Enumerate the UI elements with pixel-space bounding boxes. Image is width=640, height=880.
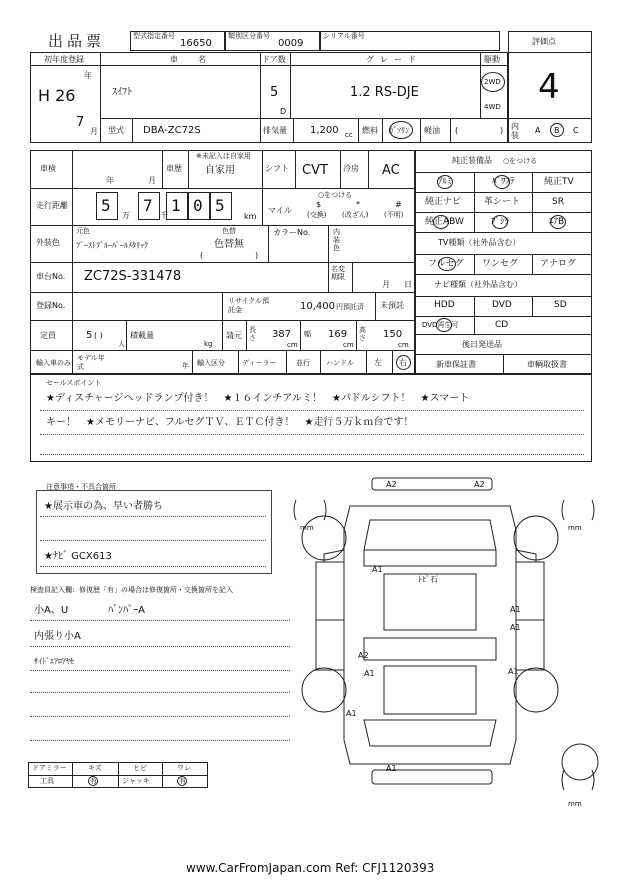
- legend-crack: ヒビ: [133, 764, 147, 772]
- mark-left-rear-wheel: A1: [364, 669, 375, 678]
- color-swap-label: 色替: [222, 227, 236, 235]
- doors-label: ドア数: [262, 55, 286, 64]
- legend-jack: ジャッキ: [122, 777, 150, 785]
- displacement-value: 1,200: [310, 125, 339, 136]
- notes-line1: ★展示車の為、早い者勝ち: [44, 501, 163, 512]
- mileage-label: 走行距離: [36, 201, 68, 210]
- interior-label: 内装: [511, 122, 519, 140]
- mileage-digit-1: 5: [101, 196, 111, 215]
- equipment-mark-note: ○をつける: [503, 157, 538, 165]
- recycle-label: リサイクル預託金: [228, 297, 270, 314]
- navi-title: ナビ種類（社外品含む）: [434, 280, 522, 289]
- use-label: 車歴: [166, 164, 182, 173]
- gauge-unit-fr: mm: [568, 524, 582, 532]
- car-name-value: ｽｲﾌﾄ: [112, 87, 132, 98]
- equip-navi: 純正ナビ: [425, 197, 462, 207]
- mileage-tampered: (改ざん): [342, 211, 369, 219]
- footer-reference: www.CarFromJapan.com Ref: CFJ1120393: [186, 861, 435, 875]
- category-label: 類別区分番号: [228, 32, 270, 40]
- first-reg-month-unit: 月: [90, 127, 98, 136]
- height-label: 高さ: [359, 326, 366, 342]
- grade-value: 1.2 RS-DJE: [350, 85, 419, 100]
- fuel-other-close: ): [500, 126, 504, 135]
- name-change-day: 日: [404, 280, 412, 289]
- ac-value: AC: [382, 163, 400, 178]
- capacity-person-unit: 人: [118, 340, 125, 348]
- unpaid-label: 未預託: [380, 301, 404, 310]
- load-label: 積載量: [130, 331, 154, 340]
- drive-4wd: 4WD: [484, 103, 501, 111]
- displacement-label: 排気量: [263, 126, 287, 135]
- equip-tv: 純正TV: [544, 177, 574, 187]
- fuel-other-open: (: [455, 126, 459, 135]
- mileage-hash: #: [395, 200, 402, 209]
- mileage-digit-5: 5: [215, 196, 225, 215]
- shift-label: シフト: [265, 164, 289, 173]
- sales-points-line2: キー！ ★メモリーナビ、フルセグＴＶ、ＥＴＣ付き！ ★走行５万ｋｍ台です！: [46, 417, 414, 428]
- tv-fullseg: フルセグ: [428, 259, 464, 269]
- mileage-unknown: (不明): [384, 211, 404, 219]
- mark-left-rear-fender: A1: [346, 709, 357, 718]
- width-value: 169: [328, 329, 348, 340]
- mark-right-rear-fender: A1: [508, 667, 519, 676]
- length-value: 387: [272, 329, 292, 340]
- length-label: 長さ: [249, 326, 256, 342]
- inspector-line3: ｻｲﾄﾞｴｱﾛｱﾔｾ: [34, 657, 74, 666]
- mark-windshield: ﾄﾋﾞ石: [418, 575, 438, 584]
- car-name-label: 車名: [170, 55, 226, 64]
- score-label: 評価点: [532, 37, 556, 46]
- equip-abw: 純正ABW: [425, 217, 464, 227]
- fuel-gas: ｶﾞｿﾘﾝ: [389, 126, 409, 135]
- mileage-digit-2: 7: [143, 196, 153, 215]
- mileage-star: *: [356, 200, 360, 209]
- fuel-diesel: 軽油: [424, 126, 440, 135]
- equip-alloy: ｱﾙﾐ: [438, 177, 452, 187]
- gauge-unit-spare: mm: [568, 800, 582, 808]
- drive-label: 駆動: [484, 55, 500, 64]
- navi-hdd: HDD: [434, 300, 455, 310]
- fuel-label: 燃料: [362, 126, 378, 135]
- length-cm: cm: [287, 341, 298, 349]
- mileage-man-unit: 万: [122, 211, 130, 220]
- recycle-suffix: 円預託済: [336, 303, 364, 311]
- mark-front-bumper-left: A2: [386, 480, 397, 489]
- color-label: 外装色: [36, 238, 60, 247]
- recycle-value: 10,400: [300, 301, 335, 312]
- ac-label: 冷房: [343, 164, 359, 173]
- handle-label: ハンドル: [326, 359, 354, 367]
- height-cm: cm: [398, 341, 409, 349]
- color-paren-close: ): [255, 251, 259, 260]
- equipment-title: 純正装備品: [452, 156, 492, 165]
- equip-sunroof: SR: [552, 197, 564, 207]
- mark-front-bumper-right: A2: [474, 480, 485, 489]
- mileage-km-unit: km: [244, 212, 257, 221]
- mileage-mark-note: ○をつける: [318, 191, 353, 199]
- navi-dvd: DVD: [492, 300, 512, 310]
- inspection-label: 車検: [40, 164, 56, 173]
- first-reg-label: 初年度登録: [44, 55, 84, 64]
- inspector-label: 検査員記入欄：修復歴「有」の場合は修復箇所・交換箇所を記入: [30, 586, 233, 594]
- registration-label: 登録No.: [36, 301, 66, 310]
- capacity-paren: ( ): [94, 331, 103, 340]
- score-value: 4: [538, 67, 560, 107]
- color-swap-value: 色替無: [214, 239, 244, 250]
- grade-label: グレード: [366, 55, 422, 64]
- capacity-label: 定員: [40, 331, 56, 340]
- model-label: 型式: [108, 126, 124, 135]
- chassis-value: ZC72S-331478: [84, 269, 182, 284]
- name-change-month: 月: [382, 280, 390, 289]
- handle-left: 左: [374, 358, 382, 367]
- capacity-value: 5: [86, 330, 93, 341]
- use-value: 自家用: [205, 165, 235, 176]
- doors-suffix: D: [280, 107, 287, 116]
- serial-label: シリアル番号: [323, 32, 365, 40]
- original-color-label: 元色: [76, 227, 90, 235]
- equip-ps: ﾊﾟﾜｽﾃ: [492, 177, 515, 187]
- legend-break: ワレ: [177, 764, 191, 772]
- mark-front-left-fender: A1: [372, 565, 383, 574]
- chassis-label: 車台No.: [36, 272, 66, 281]
- doors-value: 5: [270, 85, 279, 100]
- mark-right-front-door: A1: [510, 605, 521, 614]
- sales-points-line1: ★ディスチャージヘッドランプ付き！ ★１６インチアルミ！ ★パドルシフト！ ★スマート: [46, 393, 470, 404]
- equip-airbag: ｴｱB: [549, 217, 565, 227]
- later-title: 後日発送品: [462, 340, 502, 349]
- width-label: 幅: [304, 330, 311, 338]
- inspection-year-unit: 年: [106, 176, 114, 185]
- navi-dvdplay: DVD再生可: [422, 321, 459, 329]
- interior-grade-b: B: [554, 126, 560, 135]
- import-division-label: 輸入区分: [197, 359, 225, 367]
- handle-right: 右: [399, 358, 407, 367]
- load-unit: kg: [204, 340, 213, 348]
- category-value: 0009: [278, 38, 304, 49]
- later-manual: 車輌取扱書: [527, 360, 567, 369]
- car-damage-diagram: [280, 470, 610, 815]
- model-designation-value: 16650: [180, 38, 212, 49]
- displacement-unit: cc: [345, 131, 353, 139]
- later-warranty: 新車保証書: [436, 360, 476, 369]
- model-value: DBA-ZC72S: [143, 125, 201, 136]
- request-label: 請元: [226, 331, 242, 340]
- model-year-label: モデル年式: [77, 354, 105, 371]
- interior-grade-c: C: [573, 126, 579, 135]
- notes-line2: ★ﾅﾋﾞ GCX613: [44, 551, 112, 562]
- first-reg-month: 7: [76, 115, 85, 130]
- use-note: ※未記入は自家用: [196, 152, 251, 160]
- import-dealer: ディーラー: [242, 359, 277, 367]
- inspector-line2: 内張り小A: [34, 631, 81, 642]
- equip-push: ﾌﾟｼﾗ: [491, 217, 510, 227]
- mileage-mile: マイル: [268, 206, 292, 215]
- legend-tools: 工具: [40, 777, 54, 785]
- legend-jack-yes: 有: [179, 777, 186, 785]
- navi-cd: CD: [495, 320, 509, 330]
- color-paren-open: (: [200, 251, 204, 260]
- notes-label: 注意事項・不具合箇所: [46, 483, 116, 491]
- sales-points-label: セールスポイント: [46, 379, 102, 387]
- name-change-label: 名変期限: [331, 265, 345, 281]
- height-value: 150: [383, 329, 403, 340]
- tv-title: TV種類（社外品含む）: [438, 238, 521, 247]
- legend-mirror: ドアミラー: [32, 764, 67, 772]
- mileage-digit-3: 1: [171, 196, 181, 215]
- first-reg-era-year: H 26: [38, 86, 76, 105]
- page-title: 出品票: [48, 32, 106, 50]
- mileage-digit-4: 0: [193, 196, 203, 215]
- shift-value: CVT: [302, 163, 328, 178]
- interior-grade-a: A: [535, 126, 541, 135]
- model-designation-label: 型式指定番号: [133, 32, 175, 40]
- import-label: 輸入車のみ: [36, 359, 71, 367]
- mark-rear-left: A2: [358, 651, 369, 660]
- legend-tools-yes: 有: [90, 777, 97, 785]
- interior-color-label: 内装色: [333, 228, 340, 252]
- import-parallel: 並行: [296, 359, 310, 367]
- legend-scratch: キズ: [88, 764, 102, 772]
- color-value: ﾌﾞｰｽﾄﾌﾞﾙｰﾊﾟｰﾙﾒﾀﾘｯｸ: [76, 241, 148, 250]
- tv-oneseg: ワンセグ: [482, 259, 519, 269]
- color-no-label: カラーNo.: [273, 228, 311, 237]
- mileage-exchanged: (交換): [307, 211, 327, 219]
- inspector-line1: 小A、U ﾊﾞﾝﾊﾟｰA: [34, 605, 146, 616]
- mileage-dollar: $: [316, 200, 322, 209]
- mark-right-rear-door: A1: [510, 623, 521, 632]
- inspection-month-unit: 月: [148, 176, 156, 185]
- tv-analog: アナログ: [540, 259, 577, 269]
- equip-leather: 革シート: [484, 197, 521, 207]
- first-reg-year-unit: 年: [84, 71, 92, 80]
- import-year-unit: 年: [182, 362, 189, 370]
- mileage-sen-unit: 千: [160, 211, 168, 220]
- width-cm: cm: [343, 341, 354, 349]
- gauge-unit-fl: mm: [300, 524, 314, 532]
- mark-rear-bumper: A1: [386, 764, 397, 773]
- navi-sd: SD: [554, 300, 567, 310]
- drive-2wd: 2WD: [484, 78, 501, 86]
